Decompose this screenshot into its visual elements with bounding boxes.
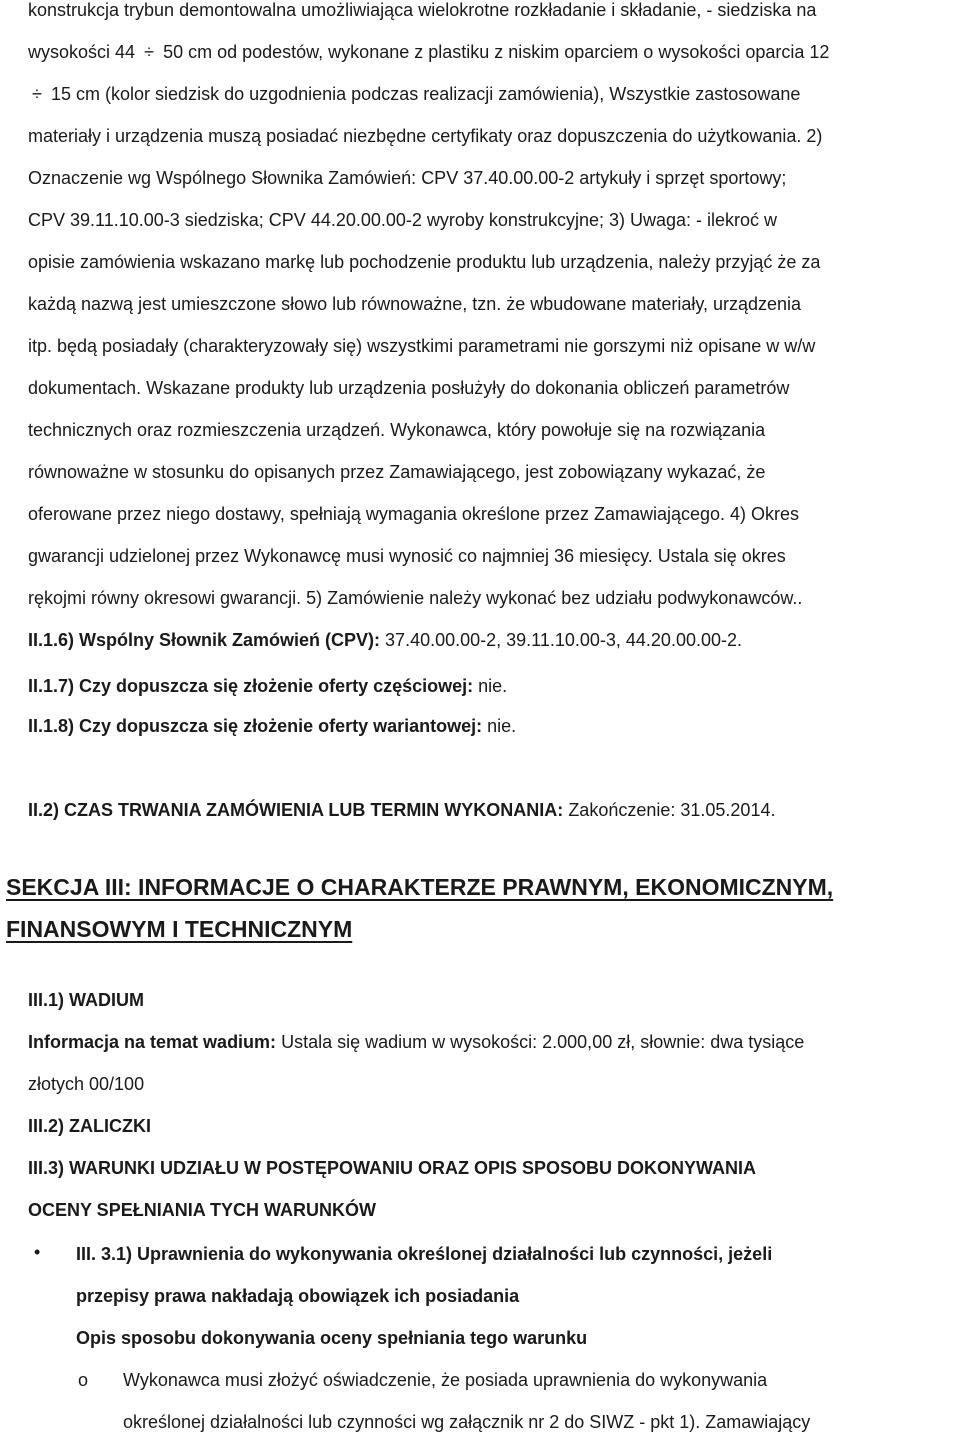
variant-offer-line xyxy=(28,716,516,737)
cpv-label: II.1.6) Wspólny Słownik Zamówień (CPV): xyxy=(28,630,381,650)
duration-value: Zakończenie: 31.05.2014. xyxy=(563,800,776,820)
assessment-heading: Opis sposobu dokonywania oceny spełniania tego warunku xyxy=(76,1328,588,1348)
paragraph-line xyxy=(28,42,829,63)
paragraph-text: wysokości 44 xyxy=(28,42,136,62)
subsection-heading: III.2) ZALICZKI xyxy=(28,1116,151,1136)
paragraph-line: rękojmi równy okresowi gwarancji. 5) Zamówienie należy wykonać bez udziału podwykonawców.. xyxy=(28,588,803,608)
paragraph-line: dokumentach. Wskazane produkty lub urządzenia posłużyły do dokonania obliczeń parametrów xyxy=(28,378,790,398)
partial-offer-line xyxy=(28,676,507,697)
paragraph-line: technicznych oraz rozmieszczenia urządzeń. Wykonawca, który powołuje się na rozwiązania xyxy=(28,420,766,440)
paragraph-line: CPV 39.11.10.00-3 siedziska; CPV 44.20.00.00-2 wyroby konstrukcyjne; 3) Uwaga: - ilekroć w xyxy=(28,210,778,230)
subsection-heading: OCENY SPEŁNIANIA TYCH WARUNKÓW xyxy=(28,1200,377,1220)
wadium-line: złotych 00/100 xyxy=(28,1074,145,1094)
partial-offer-value: nie. xyxy=(473,676,508,696)
paragraph-line: materiały i urządzenia muszą posiadać niezbędne certyfikaty oraz dopuszczenia do użytkowania. 2) xyxy=(28,126,823,146)
wadium-label: Informacja na temat wadium: xyxy=(28,1032,277,1052)
cpv-value: 37.40.00.00-2, 39.11.10.00-3, 44.20.00.00-2. xyxy=(380,630,742,650)
section-title: SEKCJA III: INFORMACJE O CHARAKTERZE PRAWNYM, EKONOMICZNYM, xyxy=(6,874,834,900)
variant-offer-label: II.1.8) Czy dopuszcza się złożenie oferty wariantowej: xyxy=(28,716,483,736)
division-sign-icon: ÷ xyxy=(32,84,42,104)
paragraph-line: itp. będą posiadały (charakteryzowały się) wszystkimi parametrami nie gorszymi niż opisane w w/w xyxy=(28,336,816,356)
paragraph-line: gwarancji udzielonej przez Wykonawcę musi wynosić co najmniej 36 miesięcy. Ustala się okres xyxy=(28,546,786,566)
paragraph-line: konstrukcja trybun demontowalna umożliwiająca wielokrotne rozkładanie i składanie, - siedziska na xyxy=(28,0,817,20)
bullet-icon: • xyxy=(34,1242,41,1262)
section-title: FINANSOWYM I TECHNICZNYM xyxy=(6,916,353,942)
sub-bullet-icon: o xyxy=(78,1370,89,1390)
bullet-heading: III. 3.1) Uprawnienia do wykonywania określonej działalności lub czynności, jeżeli xyxy=(76,1244,773,1264)
sub-bullet-text: określonej działalności lub czynności wg załącznik nr 2 do SIWZ - pkt 1). Zamawiający xyxy=(123,1412,811,1432)
paragraph-text: 15 cm (kolor siedzisk do uzgodnienia podczas realizacji zamówienia), Wszystkie zastosowane xyxy=(51,84,801,104)
paragraph-line: równoważne w stosunku do opisanych przez Zamawiającego, jest zobowiązany wykazać, że xyxy=(28,462,766,482)
paragraph-text: 50 cm od podestów, wykonane z plastiku z niskim oparciem o wysokości oparcia 12 xyxy=(163,42,830,62)
partial-offer-label: II.1.7) Czy dopuszcza się złożenie oferty częściowej: xyxy=(28,676,474,696)
cpv-line xyxy=(28,630,742,651)
duration-label: II.2) CZAS TRWANIA ZAMÓWIENIA LUB TERMIN WYKONANIA: xyxy=(28,800,564,820)
paragraph-line: oferowane przez niego dostawy, spełniają wymagania określone przez Zamawiającego. 4) Okres xyxy=(28,504,800,524)
wadium-line xyxy=(28,1032,804,1053)
subsection-heading: III.1) WADIUM xyxy=(28,990,144,1010)
paragraph-line: Oznaczenie wg Wspólnego Słownika Zamówień: CPV 37.40.00.00-2 artykuły i sprzęt sportowy; xyxy=(28,168,787,188)
paragraph-line xyxy=(28,84,800,105)
duration-line xyxy=(28,800,775,821)
subsection-heading: III.3) WARUNKI UDZIAŁU W POSTĘPOWANIU ORAZ OPIS SPOSOBU DOKONYWANIA xyxy=(28,1158,757,1178)
division-sign-icon: ÷ xyxy=(144,42,154,62)
paragraph-line: każdą nazwą jest umieszczone słowo lub równoważne, tzn. że wbudowane materiały, urządzenia xyxy=(28,294,802,314)
wadium-value: Ustala się wadium w wysokości: 2.000,00 zł, słownie: dwa tysiące xyxy=(276,1032,805,1052)
sub-bullet-text: Wykonawca musi złożyć oświadczenie, że posiada uprawnienia do wykonywania xyxy=(123,1370,768,1390)
variant-offer-value: nie. xyxy=(482,716,517,736)
bullet-heading: przepisy prawa nakładają obowiązek ich posiadania xyxy=(76,1286,520,1306)
paragraph-line: opisie zamówienia wskazano markę lub pochodzenie produktu lub urządzenia, należy przyjąć że za xyxy=(28,252,821,272)
